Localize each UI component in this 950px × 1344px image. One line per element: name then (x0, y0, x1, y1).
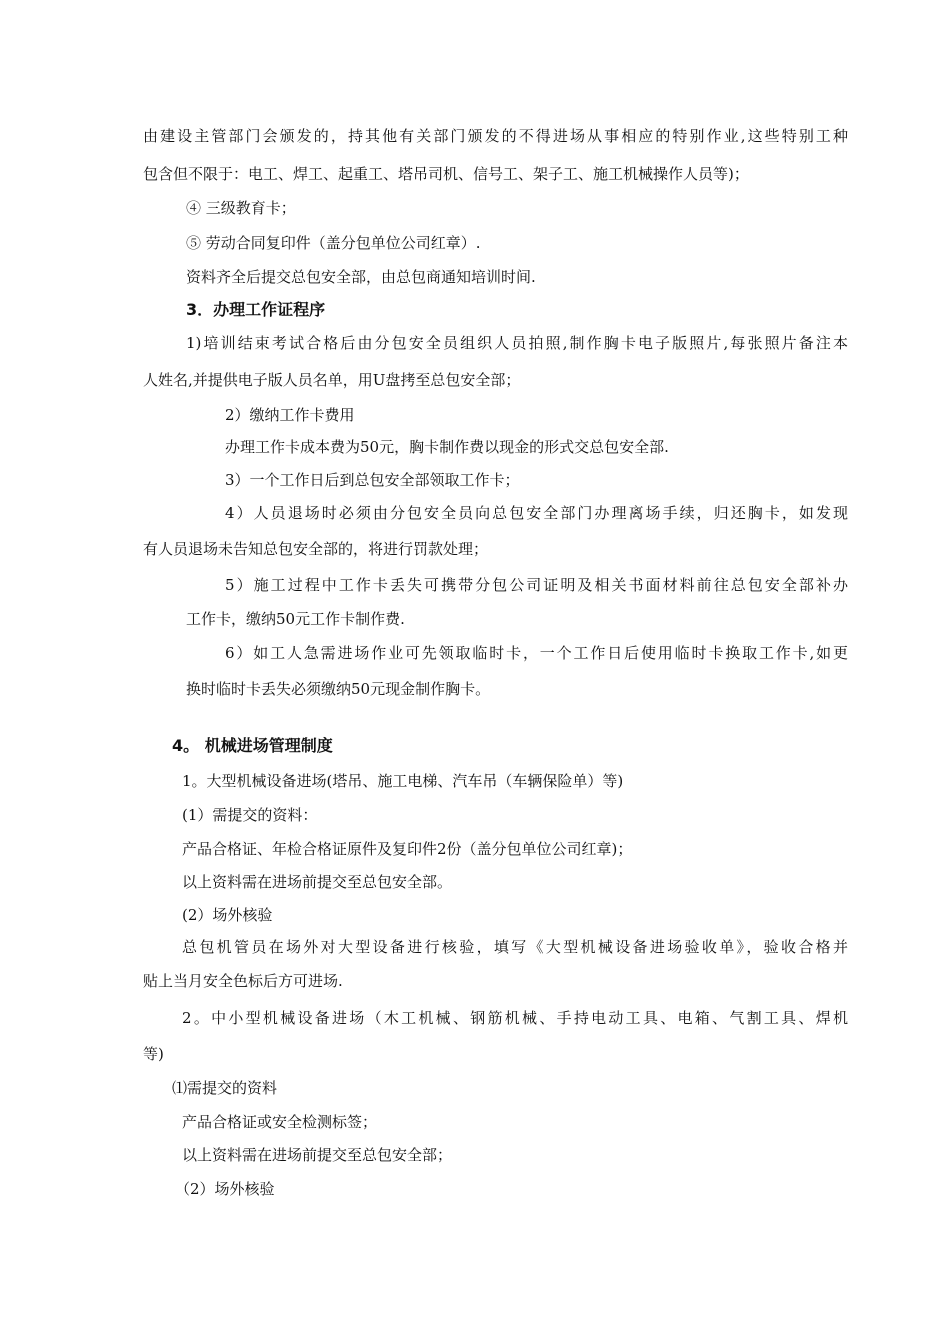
list-item: 6）如工人急需进场作业可先领取临时卡，一个工作日后使用临时卡换取工作卡,如更 (225, 644, 848, 662)
list-item: 2）缴纳工作卡费用 (225, 406, 355, 424)
paragraph-line: 办理工作卡成本费为50元，胸卡制作费以现金的形式交总包安全部. (225, 438, 669, 456)
paragraph-line: 有人员退场未告知总包安全部的，将进行罚款处理； (143, 540, 489, 558)
list-item: 3）一个工作日后到总包安全部领取工作卡； (225, 471, 520, 489)
list-item: (1）需提交的资料： (182, 806, 318, 824)
section-heading: 3．办理工作证程序 (186, 300, 326, 319)
paragraph-line: 人姓名,并提供电子版人员名单，用U盘拷至总包安全部； (143, 371, 521, 389)
paragraph-line: 产品合格证或安全检测标签； (182, 1113, 378, 1131)
paragraph-line: 换时临时卡丢失必须缴纳50元现金制作胸卡。 (186, 680, 491, 698)
paragraph-line: 包含但不限于：电工、焊工、起重工、塔吊司机、信号工、架子工、施工机械操作人员等)； (143, 165, 749, 183)
paragraph-line: 由建设主管部门会颁发的，持其他有关部门颁发的不得进场从事相应的特别作业,这些特别工种 (143, 127, 848, 145)
paragraph-line: 贴上当月安全色标后方可进场. (143, 972, 343, 990)
list-item: （2）场外核验 (175, 1180, 275, 1198)
paragraph-line: 1)培训结束考试合格后由分包安全员组织人员拍照,制作胸卡电子版照片,每张照片备注本 (186, 334, 848, 352)
list-item: ⑤ 劳动合同复印件（盖分包单位公司红章）. (186, 234, 481, 252)
paragraph-line: 产品合格证、年检合格证原件及复印件2份（盖分包单位公司红章)； (182, 840, 633, 858)
list-item: ④ 三级教育卡； (186, 199, 296, 217)
paragraph-line: 工作卡，缴纳50元工作卡制作费. (186, 610, 405, 628)
list-item: 4）人员退场时必须由分包安全员向总包安全部门办理离场手续，归还胸卡，如发现 (225, 504, 848, 522)
paragraph-line: 资料齐全后提交总包安全部，由总包商通知培训时间. (186, 268, 536, 286)
list-item: 2。中小型机械设备进场（木工机械、钢筋机械、手持电动工具、电箱、气割工具、焊机 (182, 1009, 848, 1027)
list-item: ⑴需提交的资料 (172, 1079, 278, 1097)
list-item: 5）施工过程中工作卡丢失可携带分包公司证明及相关书面材料前往总包安全部补办 (225, 576, 848, 594)
paragraph-line: 以上资料需在进场前提交至总包安全部。 (182, 873, 453, 891)
list-item: 1。大型机械设备进场(塔吊、施工电梯、汽车吊（车辆保险单）等) (182, 772, 624, 790)
paragraph-line: 等) (143, 1045, 164, 1063)
section-heading: 4。 机械进场管理制度 (172, 736, 333, 755)
paragraph-line: 总包机管员在场外对大型设备进行核验，填写《大型机械设备进场验收单》，验收合格并 (182, 938, 848, 956)
paragraph-line: 以上资料需在进场前提交至总包安全部； (182, 1146, 453, 1164)
list-item: (2）场外核验 (182, 906, 273, 924)
